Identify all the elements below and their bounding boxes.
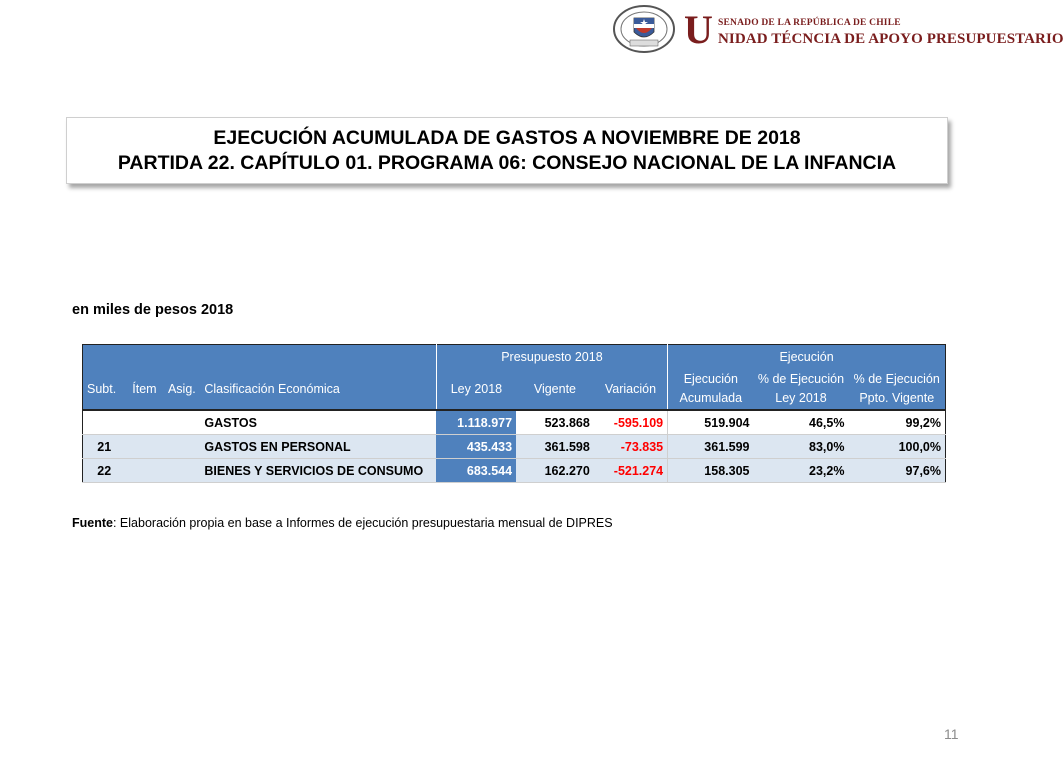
col-subt: Subt. [83,369,126,410]
title-box [66,117,948,184]
col-pct-vigente [848,369,945,410]
cell-ejecucion: 361.599 [668,435,754,459]
cell-asig [163,435,200,459]
cell-variacion: -595.109 [594,410,668,435]
col-ejecucion-line1: Ejecución [683,372,738,386]
cell-item [125,459,163,483]
cell-clasificacion: GASTOS EN PERSONAL [200,435,436,459]
cell-vigente: 523.868 [516,410,594,435]
cell-item [125,410,163,435]
col-variacion: Variación [594,369,668,410]
cell-pct-vigente: 97,6% [848,459,945,483]
cell-ley: 1.118.977 [436,410,516,435]
cell-clasificacion: GASTOS [200,410,436,435]
cell-vigente: 162.270 [516,459,594,483]
cell-subt: 21 [83,435,126,459]
cell-ley: 683.544 [436,459,516,483]
brand-line1: SENADO DE LA REPÚBLICA DE CHILE [718,18,901,28]
col-item: Ítem [125,369,163,410]
cell-ejecucion: 158.305 [668,459,754,483]
cell-subt: 22 [83,459,126,483]
cell-asig [163,410,200,435]
col-clasificacion: Clasificación Económica [200,369,436,410]
header-presupuesto: Presupuesto 2018 [436,345,667,370]
cell-pct-vigente: 99,2% [848,410,945,435]
senate-logo [612,4,1064,54]
source-text: : Elaboración propia en base a Informes de ejecución presupuestaria mensual de DIPRES [112,516,613,530]
cell-variacion: -521.274 [594,459,668,483]
col-ley: Ley 2018 [436,369,516,410]
units-label: en miles de pesos 2018 [72,302,234,318]
column-header-row [83,369,946,410]
cell-ley: 435.433 [436,435,516,459]
col-vigente: Vigente [516,369,594,410]
cell-asig [163,459,200,483]
cell-variacion: -73.835 [594,435,668,459]
cell-clasificacion: BIENES Y SERVICIOS DE CONSUMO [200,459,436,483]
source-note [72,516,613,530]
col-pct-ley-line2: Ley 2018 [775,391,827,405]
cell-ejecucion: 519.904 [668,410,754,435]
col-pct-vig-line1: % de Ejecución [853,372,940,386]
col-pct-vig-line2: Ppto. Vigente [859,391,935,405]
senate-seal-icon [612,4,676,54]
cell-pct-ley: 46,5% [753,410,848,435]
header-ejecucion: Ejecución [668,345,946,370]
col-asig: Asig. [163,369,200,410]
table-row [83,435,946,459]
brand-initial: U [684,7,713,52]
source-label: Fuente [72,516,113,530]
brand-line2: NIDAD TÉCNCIA DE APOYO PRESUPUESTARIO [718,31,1064,47]
title-line2: PARTIDA 22. CAPÍTULO 01. PROGRAMA 06: CONSEJO NACIONAL DE LA INFANCIA [117,151,897,174]
cell-pct-ley: 23,2% [753,459,848,483]
table-row [83,459,946,483]
col-pct-ley-line1: % de Ejecución [757,372,845,386]
table-row [83,410,946,435]
col-ejecucion-acumulada [668,369,754,410]
cell-pct-vigente: 100,0% [848,435,945,459]
blank-header-cell [83,345,437,370]
page-number: 11 [944,726,959,742]
cell-subt [83,410,126,435]
col-pct-ley [753,369,848,410]
cell-vigente: 361.598 [516,435,594,459]
cell-item [125,435,163,459]
budget-table [82,344,946,483]
title-line1: EJECUCIÓN ACUMULADA DE GASTOS A NOVIEMBRE DE 2018 [213,126,801,149]
cell-pct-ley: 83,0% [753,435,848,459]
group-header-row [83,345,946,370]
col-ejecucion-line2: Acumulada [679,391,743,405]
